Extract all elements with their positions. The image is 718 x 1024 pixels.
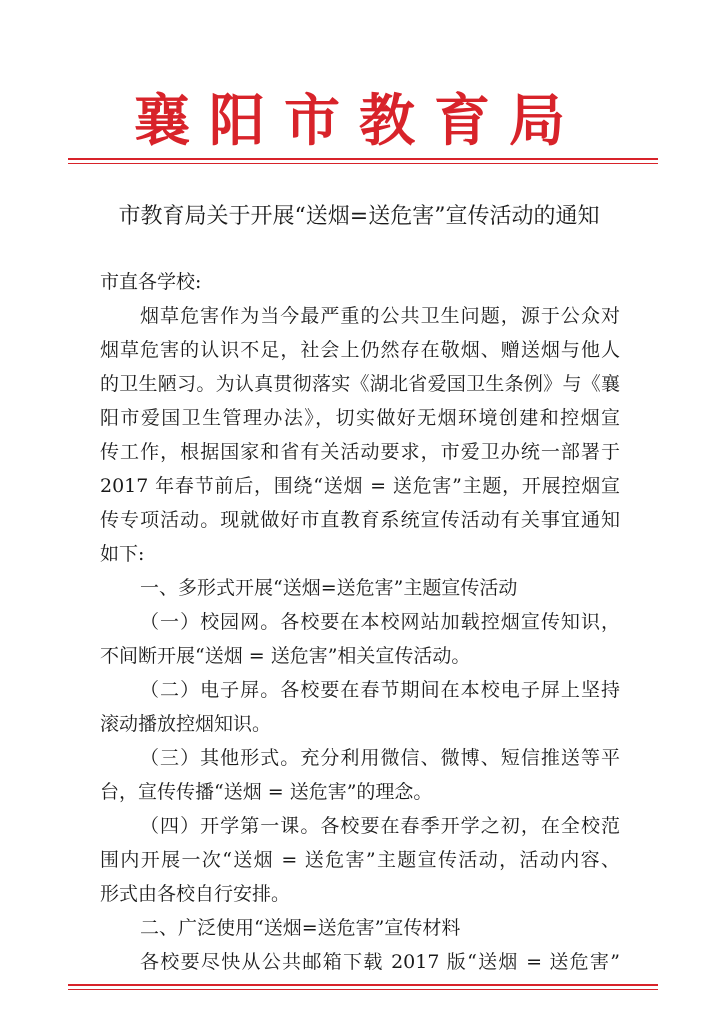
footer-red-rule-thin <box>68 989 658 990</box>
letterhead-red-rule-thin <box>68 163 658 164</box>
document-title: 市教育局关于开展“送烟=送危害”宣传活动的通知 <box>118 204 600 229</box>
body-line: 传工作，根据国家和省有关活动要求，市爱卫办统一部署于 <box>100 441 620 463</box>
salutation: 市直各学校: <box>100 271 202 293</box>
footer-red-rule-thick <box>68 984 658 986</box>
body-line: 的卫生陋习。为认真贯彻落实《湖北省爱国卫生条例》与《襄 <box>100 373 620 395</box>
section-heading: 一、多形式开展“送烟=送危害”主题宣传活动 <box>140 577 518 599</box>
body-line: （三）其他形式。充分利用微信、微博、短信推送等平 <box>140 747 620 769</box>
body-line: 2017 年春节前后，围绕“送烟 = 送危害”主题，开展控烟宣 <box>100 475 620 497</box>
body-line: 如下: <box>100 543 145 565</box>
body-line: 形式由各校自行安排。 <box>100 883 291 905</box>
body-line: 不间断开展“送烟 = 送危害”相关宣传活动。 <box>100 645 471 667</box>
section-heading: 二、广泛使用“送烟=送危害”宣传材料 <box>140 917 461 939</box>
body-line: 烟草危害的认识不足，社会上仍然存在敬烟、赠送烟与他人 <box>100 339 620 361</box>
body-line: 传专项活动。现就做好市直教育系统宣传活动有关事宜通知 <box>100 509 620 531</box>
body-line: （四）开学第一课。各校要在春季开学之初，在全校范 <box>140 815 620 837</box>
letterhead-org-name: 襄阳市教育局 <box>134 88 584 154</box>
body-line: 滚动播放控烟知识。 <box>100 713 272 735</box>
body-line: （二）电子屏。各校要在春节期间在本校电子屏上坚持 <box>140 679 620 701</box>
body-line: （一）校园网。各校要在本校网站加载控烟宣传知识， <box>140 611 620 633</box>
body-line: 台，宣传传播“送烟 = 送危害”的理念。 <box>100 781 433 803</box>
body-line: 围内开展一次“送烟 = 送危害”主题宣传活动，活动内容、 <box>100 849 620 871</box>
letterhead-red-rule-thick <box>68 158 658 160</box>
body-line: 各校要尽快从公共邮箱下载 2017 版“送烟 = 送危害” <box>140 951 620 973</box>
body-line: 烟草危害作为当今最严重的公共卫生问题，源于公众对 <box>140 305 620 327</box>
body-line: 阳市爱国卫生管理办法》，切实做好无烟环境创建和控烟宣 <box>100 407 620 429</box>
